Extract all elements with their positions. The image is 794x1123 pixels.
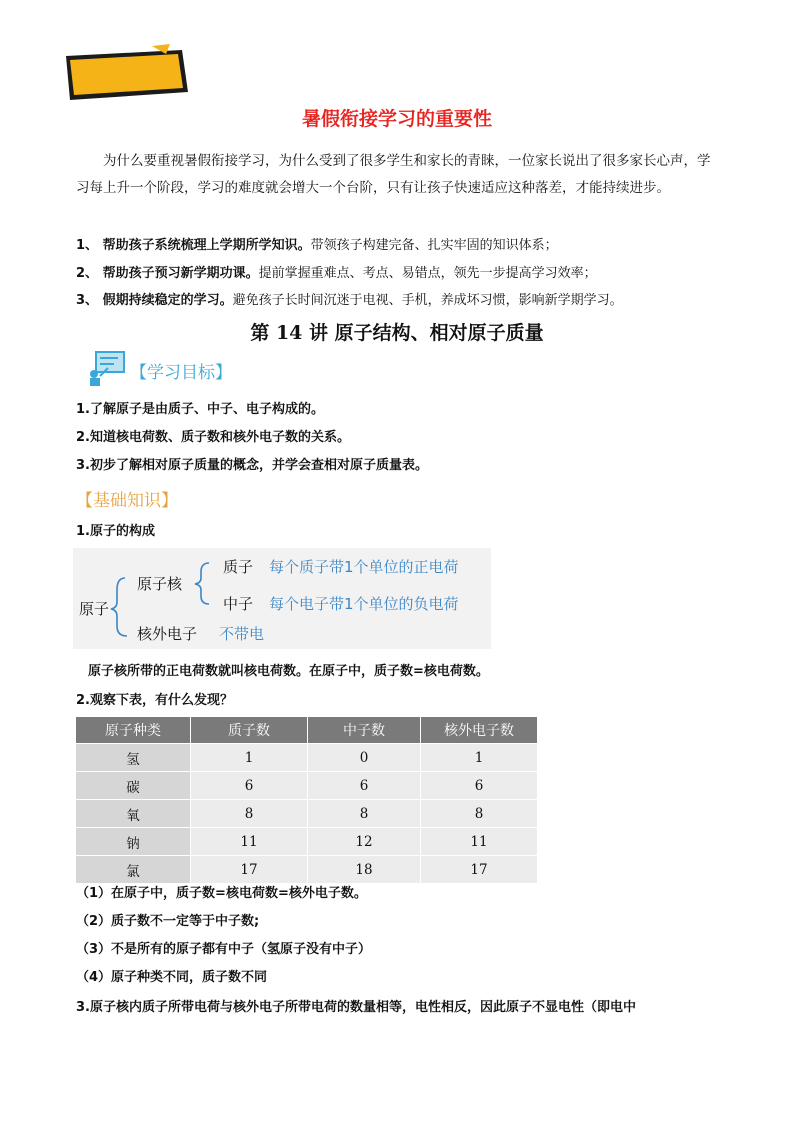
table-cell: 氯	[76, 856, 191, 884]
table-cell: 8	[191, 800, 308, 828]
table-row	[76, 828, 538, 856]
section-3-text: 3.原子核内质子所带电荷与核外电子所带电荷的数量相等，电性相反，因此原子不显电性（即电中	[76, 1000, 636, 1015]
table-cell: 0	[308, 744, 421, 772]
observation-4: （4）原子种类不同，质子数不同	[76, 970, 268, 985]
neutron-description: 每个电子带1个单位的负电荷	[269, 595, 459, 613]
importance-item-1: 1、 帮助孩子系统梳理上学期所学知识。带领孩子构建完备、扎实牢固的知识体系；	[76, 238, 558, 253]
table-row	[76, 856, 538, 884]
lecture-title: 第 14 讲 原子结构、相对原子质量	[250, 322, 544, 344]
table-row	[76, 800, 538, 828]
table-cell: 8	[308, 800, 421, 828]
section-1-title: 1.原子的构成	[76, 524, 155, 539]
learning-goals-label: 【学习目标】	[130, 363, 232, 383]
table-cell: 8	[421, 800, 538, 828]
nucleus-label: 原子核	[137, 575, 183, 593]
observation-2: （2）质子数不一定等于中子数;	[76, 914, 260, 929]
table-cell: 6	[421, 772, 538, 800]
table-cell: 1	[421, 744, 538, 772]
observation-1: （1）在原子中，质子数=核电荷数=核外电子数。	[76, 886, 367, 901]
section-2-title: 2.观察下表，有什么发现？	[76, 693, 233, 708]
table-header: 质子数	[191, 717, 308, 744]
table-cell: 6	[191, 772, 308, 800]
atom-particle-table	[75, 716, 538, 884]
table-header: 核外电子数	[421, 717, 538, 744]
table-row	[76, 772, 538, 800]
goal-item-2: 2.知道核电荷数、质子数和核外电子数的关系。	[76, 430, 350, 445]
neutron-label: 中子	[223, 595, 254, 613]
atom-label: 原子	[79, 600, 110, 618]
table-cell: 17	[191, 856, 308, 884]
electron-label: 核外电子	[137, 625, 198, 643]
goal-item-3: 3.初步了解相对原子质量的概念，并学会查相对原子质量表。	[76, 458, 428, 473]
observation-3: （3）不是所有的原子都有中子（氢原子没有中子）	[76, 942, 372, 957]
table-cell: 氢	[76, 744, 191, 772]
table-cell: 6	[308, 772, 421, 800]
table-header: 中子数	[308, 717, 421, 744]
goal-item-1: 1.了解原子是由质子、中子、电子构成的。	[76, 402, 324, 417]
table-cell: 1	[191, 744, 308, 772]
summer-logo	[62, 42, 192, 106]
table-header: 原子种类	[76, 717, 191, 744]
page-header-title: 暑假衔接学习的重要性	[301, 108, 492, 130]
atom-structure-diagram	[73, 548, 491, 649]
table-header-row	[76, 717, 538, 744]
importance-item-3: 3、 假期持续稳定的学习。避免孩子长时间沉迷于电视、手机，养成坏习惯，影响新学期学习。	[76, 293, 623, 308]
table-cell: 碳	[76, 772, 191, 800]
table-cell: 钠	[76, 828, 191, 856]
proton-label: 质子	[223, 558, 254, 576]
nucleus-note: 原子核所带的正电荷数就叫核电荷数。在原子中，质子数=核电荷数。	[88, 664, 489, 679]
electron-description: 不带电	[219, 625, 265, 643]
classroom-icon	[88, 350, 128, 386]
table-cell: 11	[191, 828, 308, 856]
table-row	[76, 744, 538, 772]
importance-item-2: 2、 帮助孩子预习新学期功课。提前掌握重难点、考点、易错点，领先一步提高学习效率；	[76, 266, 597, 281]
basic-knowledge-label: 【基础知识】	[76, 491, 178, 511]
table-cell: 氧	[76, 800, 191, 828]
proton-description: 每个质子带1个单位的正电荷	[269, 558, 459, 576]
table-cell: 12	[308, 828, 421, 856]
table-cell: 17	[421, 856, 538, 884]
intro-paragraph: 为什么要重视暑假衔接学习，为什么受到了很多学生和家长的青睐，一位家长说出了很多家长心声，学习每上升一个阶段，学习的难度就会增大一个台阶，只有让孩子快速适应这种落差，才能持续进步。	[76, 153, 711, 196]
table-cell: 18	[308, 856, 421, 884]
table-cell: 11	[421, 828, 538, 856]
